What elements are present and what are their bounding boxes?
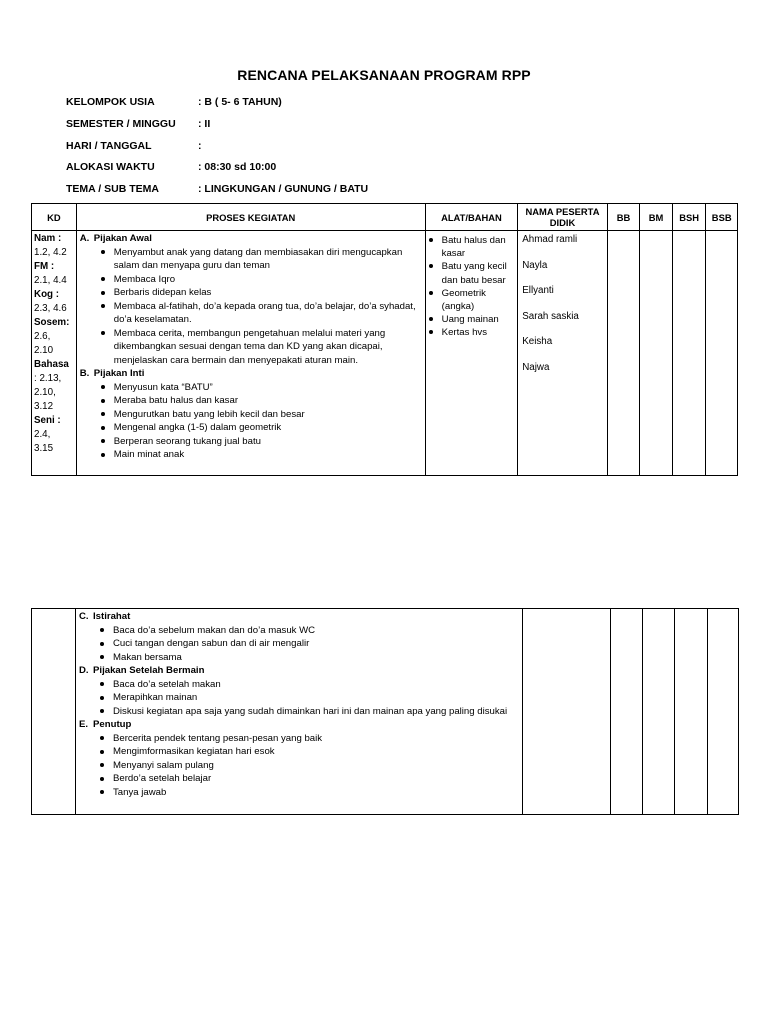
bm-cell [640,231,673,476]
section-title: Pijakan Setelah Bermain [93,665,205,676]
student-name: Keisha [522,336,553,348]
header-alat-bahan: ALAT/BAHAN [425,204,518,231]
header-bsb: BSB [706,204,738,231]
alat-item: Batu halus dan kasar [426,234,514,260]
meta-value: : B ( 5- 6 TAHUN) [198,96,282,108]
header-bb: BB [607,204,640,231]
peserta-cell [518,231,608,476]
activity-item: Membaca Iqro [97,273,422,287]
activity-item: Main minat anak [97,448,422,462]
meta-label: SEMESTER / MINGGU [66,118,176,130]
section-letter: C. [79,611,89,622]
student-name: Ellyanti [522,285,554,297]
alat-item: Geometrik (angka) [426,287,514,313]
activity-item: Diskusi kegiatan apa saja yang sudah dimainkan hari ini dan mainan apa yang paling disukai [96,705,519,719]
activity-item: Meraba batu halus dan kasar [97,394,422,408]
student-name: Ahmad ramli [522,234,578,245]
activity-item: Makan bersama [96,651,519,665]
activity-item: Merapihkan mainan [96,691,519,705]
section-title: Istirahat [93,611,131,622]
alat-bahan-list [426,234,514,340]
meta-value: : [198,140,202,152]
activity-list [79,678,519,719]
kd-line: Seni : [34,415,61,426]
activity-list [79,732,519,800]
kd-cell-empty [32,609,76,815]
activity-item: Mengimformasikan kegiatan hari esok [96,745,519,759]
kd-line: 1.2, 4.2 [34,247,67,258]
activity-item: Berbaris didepan kelas [97,286,422,300]
meta-label: KELOMPOK USIA [66,96,155,108]
section-heading [80,367,422,381]
kd-line: 2.4, [34,429,51,440]
header-kd: KD [32,204,77,231]
kd-cell [32,231,77,476]
activity-item: Baca do’a sebelum makan dan do’a masuk WC [96,624,519,638]
activity-item: Menyusun kata “BATU” [97,381,422,395]
header-bm: BM [640,204,673,231]
alat-item: Uang mainan [426,313,514,326]
meta-label: TEMA / SUB TEMA [66,183,159,195]
meta-label: HARI / TANGGAL [66,140,152,152]
kd-line: Sosem: [34,317,70,328]
table-row [32,231,738,476]
page-title: RENCANA PELAKSANAAN PROGRAM RPP [237,67,531,83]
header-nama-peserta: NAMA PESERTA DIDIK [518,204,608,231]
meta-value: : LINGKUNGAN / GUNUNG / BATU [198,183,369,195]
activity-item: Berperan seorang tukang jual batu [97,435,422,449]
section-letter: B. [79,368,90,379]
peserta-cell-empty [523,609,611,815]
activity-item: Menyambut anak yang datang dan membiasakan diri mengucapkan salam dan menyapa guru dan teman [97,246,422,273]
kd-line: FM : [34,261,55,272]
activity-item: Berdo’a setelah belajar [96,772,519,786]
student-name: Nayla [522,259,548,271]
kd-line: Nam : [34,233,62,244]
rpp-table-page-1 [31,203,738,476]
activity-item: Tanya jawab [96,786,519,800]
section-heading [79,610,519,624]
meta-value: : II [198,118,211,130]
student-name: Sarah saskia [522,310,579,322]
section-letter: E. [79,719,89,730]
bsb-cell [708,609,739,815]
section-heading [79,664,519,678]
kd-line: 2.10 [34,345,54,356]
activity-item: Cuci tangan dengan sabun dan di air mengalir [96,637,519,651]
activity-list [80,246,422,368]
activity-list [80,381,422,462]
activity-item: Membaca cerita, membangun pengetahuan melalui materi yang dikembangkan sesuai dengan tema dan KD yang akan dicapai, menjelaskan cara bermain dan menyepakati aturan main. [97,327,422,368]
activity-item: Membaca al-fatihah, do’a kepada orang tua, do’a belajar, do’a syhadat, do’a keselamatan. [97,300,422,327]
bsh-cell [672,231,706,476]
meta-value: : 08:30 sd 10:00 [198,161,277,173]
bm-cell [643,609,675,815]
kd-line: Kog : [34,289,60,300]
activity-item: Mengenal angka (1-5) dalam geometrik [97,421,422,435]
bb-cell [607,231,640,476]
header-bsh: BSH [672,204,706,231]
bb-cell [611,609,643,815]
rpp-table-page-2 [31,608,739,815]
section-title: Pijakan Awal [93,233,152,244]
kd-line: 2.6, [34,331,51,342]
meta-label: ALOKASI WAKTU [66,161,155,173]
section-letter: D. [79,665,89,676]
kd-line: 3.12 [34,401,54,412]
activity-item: Menyanyi salam pulang [96,759,519,773]
kd-line: Bahasa [34,359,69,370]
bsh-cell [675,609,708,815]
section-heading [79,718,519,732]
bsb-cell [706,231,738,476]
table-row [32,609,739,815]
kd-line: 2.10, [34,387,56,398]
section-title: Pijakan Inti [93,368,145,379]
section-heading [80,232,422,246]
kd-line: : 2.13, [34,373,62,384]
kd-line: 3.15 [34,443,54,454]
alat-item: Batu yang kecil dan batu besar [426,260,514,286]
student-name: Najwa [522,361,550,373]
proses-kegiatan-cell [76,609,523,815]
header-proses-kegiatan: PROSES KEGIATAN [76,204,425,231]
alat-item: Kertas hvs [426,326,514,339]
activity-item: Mengurutkan batu yang lebih kecil dan besar [97,408,422,422]
section-letter: A. [79,233,90,244]
section-title: Penutup [93,719,132,730]
proses-kegiatan-cell [76,231,425,476]
activity-item: Bercerita pendek tentang pesan-pesan yang baik [96,732,519,746]
kd-line: 2.1, 4.4 [34,275,67,286]
activity-item: Baca do’a setelah makan [96,678,519,692]
alat-bahan-cell [425,231,518,476]
table-header-row [32,204,738,231]
kd-line: 2.3, 4.6 [34,303,67,314]
activity-list [79,624,519,665]
